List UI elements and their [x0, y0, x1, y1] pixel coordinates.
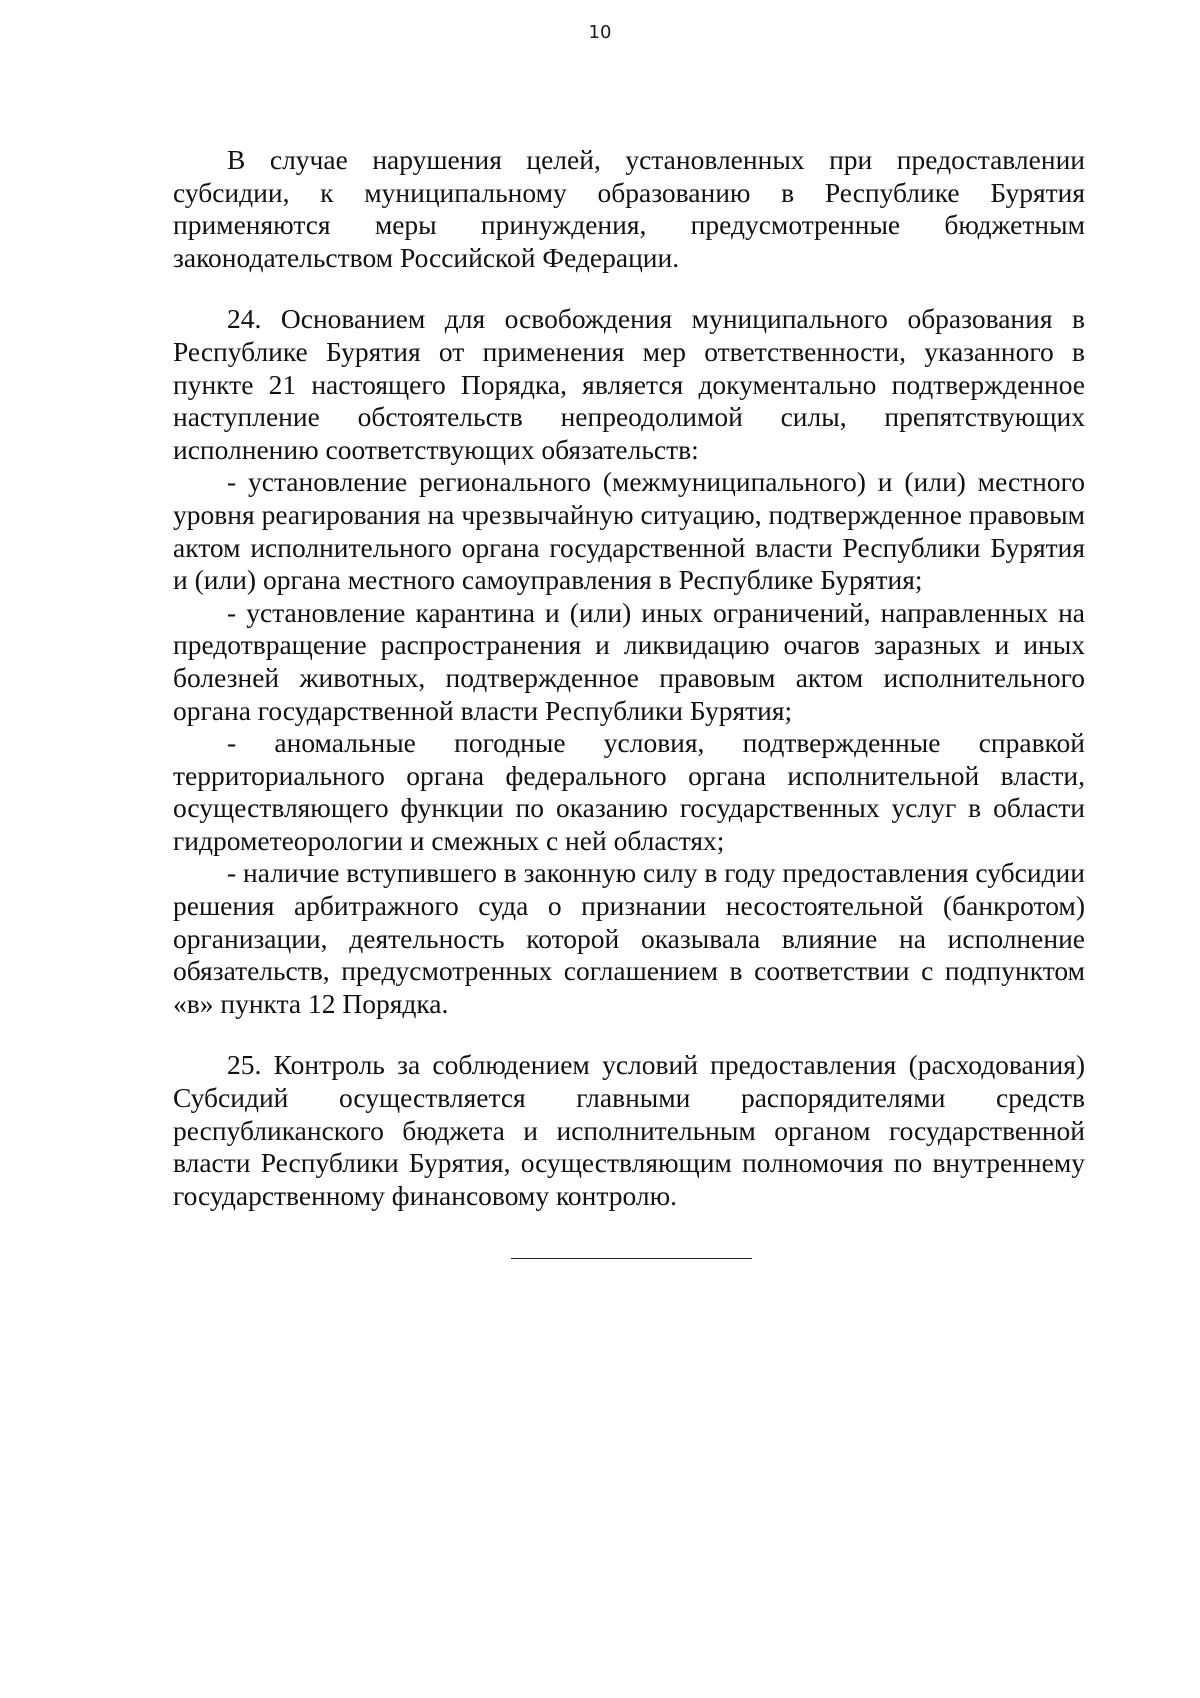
- paragraph-24-grounds: 24. Основанием для освобождения муниципального образования в Республике Бурятия от применения мер ответственности, указанного в пункте 21 настоящего Порядка, является документально подтвержденное наступление обстоятельств непреодолимой силы, препятствующих исполнению соответствующих обязательств:: [173, 303, 1085, 465]
- document-body: [173, 144, 1085, 1212]
- page-number: 10: [588, 22, 612, 43]
- list-item-bankruptcy: - наличие вступившего в законную силу в году предоставления субсидии решения арбитражного суда о признании несостоятельной (банкротом) организации, деятельность которой оказывала влияние на исполнение обязательств, предусмотренных соглашением в соответствии с подпунктом «в» пункта 12 Порядка.: [173, 857, 1085, 1019]
- list-item-emergency-response: - установление регионального (межмуниципального) и (или) местного уровня реагирования на чрезвычайную ситуацию, подтвержденное правовым актом исполнительного органа государственной власти Республики Бурятия и (или) органа местного самоуправления в Республике Бурятия;: [173, 466, 1085, 596]
- paragraph-25-control: 25. Контроль за соблюдением условий предоставления (расходования) Субсидий осуществляется главными распорядителями средств республиканского бюджета и исполнительным органом государственной власти Республики Бурятия, осуществляющим полномочия по внутреннему государственному финансовому контролю.: [173, 1049, 1085, 1211]
- end-divider-line: [511, 1258, 752, 1259]
- list-item-abnormal-weather: - аномальные погодные условия, подтвержденные справкой территориального органа федерального органа исполнительной власти, осуществляющего функции по оказанию государственных услуг в области гидрометеорологии и смежных с ней областях;: [173, 727, 1085, 856]
- list-item-quarantine: - установление карантина и (или) иных ограничений, направленных на предотвращение распространения и ликвидацию очагов заразных и иных болезней животных, подтвержденное правовым актом исполнительного органа государственной власти Республики Бурятия;: [173, 596, 1085, 726]
- paragraph-violation-measures: В случае нарушения целей, установленных при предоставлении субсидии, к муниципальному образованию в Республике Бурятия применяются меры принуждения, предусмотренные бюджетным законодательством Российской Федерации.: [173, 144, 1085, 273]
